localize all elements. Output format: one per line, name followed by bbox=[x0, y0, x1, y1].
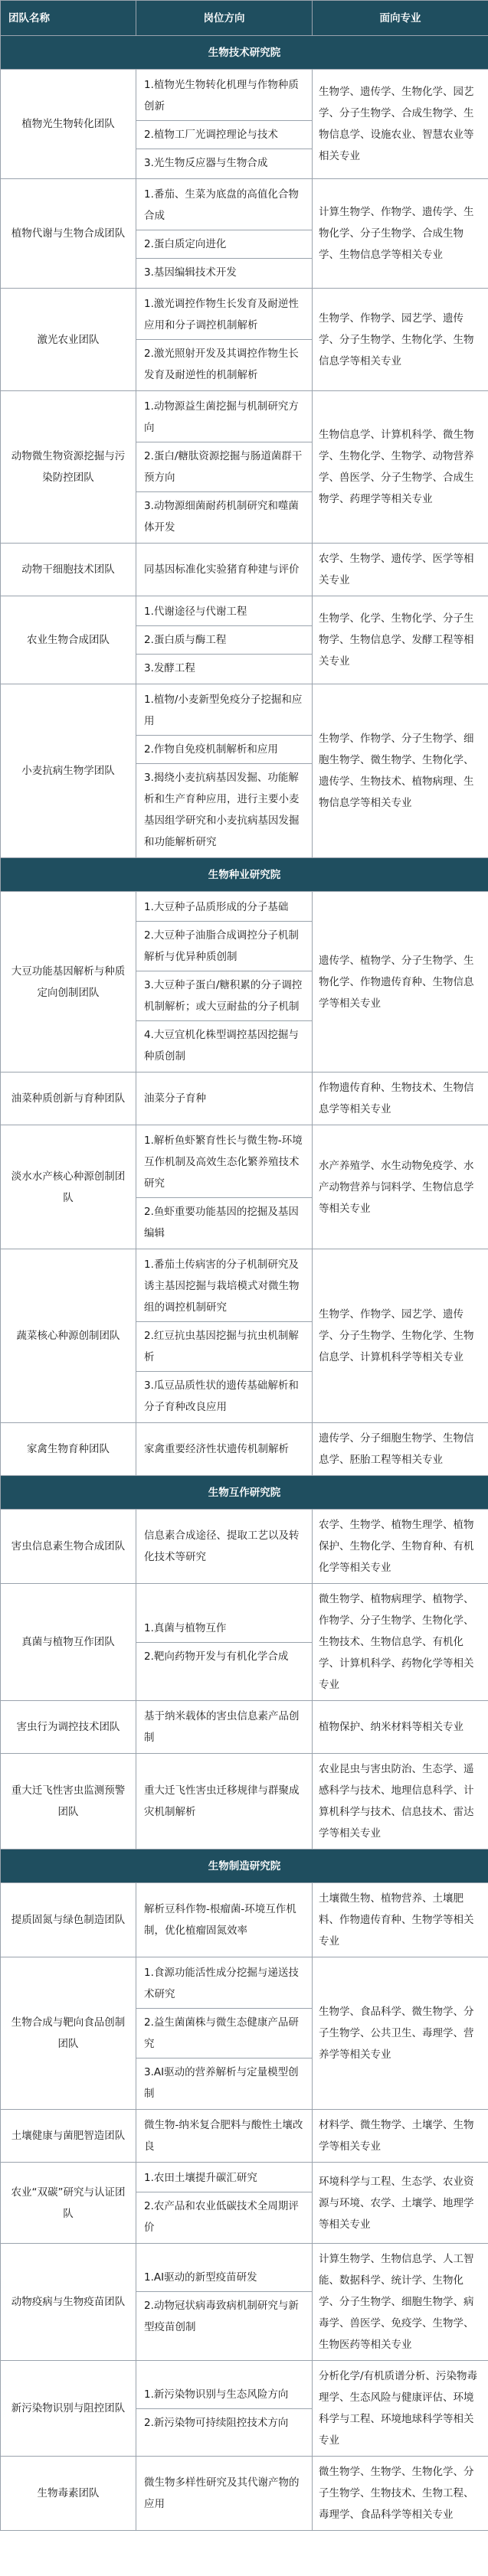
table-row bbox=[1, 2163, 488, 2244]
direction-cell bbox=[136, 1883, 313, 1957]
major-cell: 农学、生物学、植物生理学、植物保护、生物化学、生物育种、有机化学等相关专业 bbox=[313, 1510, 488, 1584]
direction-item: 2.蛋白/糖肽资源挖掘与肠道菌群干预方向 bbox=[136, 442, 312, 492]
team-name: 植物光生物转化团队 bbox=[1, 70, 136, 179]
direction-item: 重大迁飞性害虫迁移规律与群聚成灾机制解析 bbox=[144, 1784, 300, 1818]
major-cell: 农学、生物学、遗传学、医学等相关专业 bbox=[313, 544, 488, 596]
header-major: 面向专业 bbox=[313, 1, 488, 36]
table-row bbox=[1, 544, 488, 596]
direction-item: 微生物-纳米复合肥料与酸性土壤改良 bbox=[144, 2119, 303, 2153]
major-cell: 分析化学/有机质谱分析、污染物毒理学、生态风险与健康评估、环境科学与工程、环境地球科学等相关专业 bbox=[313, 2361, 488, 2457]
direction-cell bbox=[136, 391, 313, 544]
team-name: 动物干细胞技术团队 bbox=[1, 544, 136, 596]
direction-cell bbox=[136, 1249, 313, 1423]
direction-item: 3.光生物反应器与生物合成 bbox=[144, 157, 268, 169]
direction-cell bbox=[136, 1510, 313, 1584]
table-row bbox=[1, 391, 488, 544]
direction-item: 3.大豆种子蛋白/糖积累的分子调控机制解析；或大豆耐盐的分子机制 bbox=[136, 971, 312, 1021]
section-header-row bbox=[1, 1476, 488, 1510]
major-cell: 遗传学、分子细胞生物学、生物信息学、胚胎工程等相关专业 bbox=[313, 1423, 488, 1476]
header-row bbox=[1, 1, 488, 36]
table-row bbox=[1, 2457, 488, 2531]
team-name: 生物合成与靶向食品创制团队 bbox=[1, 1957, 136, 2110]
direction-cell bbox=[136, 2110, 313, 2163]
direction-item: 2.作物自免疫机制解析和应用 bbox=[136, 736, 312, 764]
major-cell: 农业昆虫与害虫防治、生态学、遥感科学与技术、地理信息科学、计算机科学与技术、信息技术、雷达学等相关专业 bbox=[313, 1754, 488, 1850]
direction-cell bbox=[136, 596, 313, 684]
direction-cell bbox=[136, 2244, 313, 2361]
major-cell: 土壤微生物、植物营养、土壤肥料、作物遗传育种、生物学等相关专业 bbox=[313, 1883, 488, 1957]
direction-item: 1.解析鱼虾繁育性长与微生物-环境互作机制及高效生态化繁养殖技术研究 bbox=[136, 1127, 312, 1198]
direction-item: 1.动物源益生菌挖掘与机制研究方向 bbox=[136, 393, 312, 442]
team-name: 真菌与植物互作团队 bbox=[1, 1584, 136, 1701]
direction-cell bbox=[136, 1701, 313, 1754]
direction-cell bbox=[136, 1423, 313, 1476]
table-body bbox=[1, 36, 488, 2531]
table-row bbox=[1, 1510, 488, 1584]
direction-item: 2.农产品和农业低碳技术全周期评价 bbox=[144, 2200, 299, 2234]
team-name: 蔬菜核心种源创制团队 bbox=[1, 1249, 136, 1423]
section-header-row bbox=[1, 1850, 488, 1883]
direction-item: 微生物多样性研究及其代谢产物的应用 bbox=[144, 2476, 300, 2510]
direction-cell bbox=[136, 1073, 313, 1125]
direction-item: 油菜分子育种 bbox=[144, 1092, 206, 1105]
table-row bbox=[1, 179, 488, 289]
direction-cell bbox=[136, 684, 313, 858]
direction-cell bbox=[136, 289, 313, 391]
major-cell: 微生物学、生物学、生物化学、分子生物学、生物技术、生物工程、毒理学、食品科学等相关专业 bbox=[313, 2457, 488, 2531]
direction-cell bbox=[136, 70, 313, 179]
section-title: 生物互作研究院 bbox=[1, 1476, 488, 1510]
table-row bbox=[1, 1754, 488, 1850]
section-header-row bbox=[1, 36, 488, 70]
major-cell: 微生物学、植物病理学、植物学、作物学、分子生物学、生物化学、生物技术、生物信息学、有机化学、计算机科学、药物化学等相关专业 bbox=[313, 1584, 488, 1701]
team-name: 害虫行为调控技术团队 bbox=[1, 1701, 136, 1754]
direction-cell bbox=[136, 2163, 313, 2244]
major-cell: 计算生物学、作物学、遗传学、生物化学、分子生物学、合成生物学、生物信息学等相关专业 bbox=[313, 179, 488, 289]
team-name: 农业“双碳”研究与认证团队 bbox=[1, 2163, 136, 2244]
direction-item: 家禽重要经济性状遗传机制解析 bbox=[144, 1443, 289, 1455]
major-cell: 环境科学与工程、生态学、农业资源与环境、农学、土壤学、地理学等相关专业 bbox=[313, 2163, 488, 2244]
major-cell: 生物信息学、计算机科学、微生物学、生物化学、生物学、动物营养学、兽医学、分子生物学、合成生物学、药理学等相关专业 bbox=[313, 391, 488, 544]
direction-cell bbox=[136, 2457, 313, 2531]
team-name: 动物微生物资源挖掘与污染防控团队 bbox=[1, 391, 136, 544]
major-cell: 遗传学、植物学、分子生物学、生物化学、作物遗传育种、生物信息学等相关专业 bbox=[313, 892, 488, 1073]
team-name: 大豆功能基因解析与种质定向创制团队 bbox=[1, 892, 136, 1073]
direction-item: 1.AI驱动的新型疫苗研发 bbox=[136, 2264, 312, 2292]
major-cell: 生物学、作物学、分子生物学、细胞生物学、微生物学、生物化学、遗传学、生物技术、植物病理、生物信息学等相关专业 bbox=[313, 684, 488, 858]
table-row bbox=[1, 684, 488, 858]
direction-item: 1.大豆种子品质形成的分子基础 bbox=[136, 893, 312, 922]
direction-item: 2.大豆种子油脂合成调控分子机制解析与优异种质创制 bbox=[136, 922, 312, 971]
direction-cell bbox=[136, 1957, 313, 2110]
section-header-row bbox=[1, 858, 488, 892]
direction-item: 1.代谢途径与代谢工程 bbox=[136, 598, 312, 626]
table-row bbox=[1, 596, 488, 684]
direction-cell bbox=[136, 1754, 313, 1850]
team-name: 生物毒素团队 bbox=[1, 2457, 136, 2531]
team-name: 农业生物合成团队 bbox=[1, 596, 136, 684]
table-row bbox=[1, 1423, 488, 1476]
direction-item: 解析豆科作物-根瘤菌-环境互作机制，优化植瘤固氮效率 bbox=[144, 1903, 296, 1937]
direction-item: 3.动物源细菌耐药机制研究和噬菌体开发 bbox=[144, 500, 299, 534]
direction-item: 1.激光调控作物生长发育及耐逆性应用和分子调控机制解析 bbox=[136, 290, 312, 340]
direction-cell bbox=[136, 2361, 313, 2457]
direction-item: 2.植物工厂光调控理论与技术 bbox=[136, 121, 312, 149]
direction-item: 1.农田土壤提升碳汇研究 bbox=[136, 2164, 312, 2192]
direction-item: 2.益生菌菌株与微生态健康产品研究 bbox=[136, 2009, 312, 2059]
major-cell: 生物学、化学、生物化学、分子生物学、生物信息学、发酵工程等相关专业 bbox=[313, 596, 488, 684]
major-cell: 材料学、微生物学、土壤学、生物学等相关专业 bbox=[313, 2110, 488, 2163]
table-row bbox=[1, 1249, 488, 1423]
direction-item: 1.食源功能活性成分挖掘与递送技术研究 bbox=[136, 1959, 312, 2009]
direction-item: 1.植物/小麦新型免疫分子挖掘和应用 bbox=[136, 686, 312, 736]
major-cell: 计算生物学、生物信息学、人工智能、数据科学、统计学、生物化学、分子生物学、细胞生物学、病毒学、兽医学、免疫学、生物学、生物医药等相关专业 bbox=[313, 2244, 488, 2361]
direction-cell bbox=[136, 179, 313, 289]
major-cell: 生物学、食品科学、微生物学、分子生物学、公共卫生、毒理学、营养学等相关专业 bbox=[313, 1957, 488, 2110]
team-name: 激光农业团队 bbox=[1, 289, 136, 391]
direction-cell bbox=[136, 544, 313, 596]
major-cell: 水产养殖学、水生动物免疫学、水产动物营养与饲料学、生物信息学等相关专业 bbox=[313, 1125, 488, 1249]
table-row bbox=[1, 1073, 488, 1125]
direction-item: 2.新污染物可持续阻控技术方向 bbox=[144, 2416, 289, 2429]
direction-item: 1.真菌与植物互作 bbox=[136, 1614, 312, 1643]
direction-item: 1.番茄土传病害的分子机制研究及诱主基因挖掘与栽培模式对微生物组的调控机制研究 bbox=[136, 1251, 312, 1322]
table-row bbox=[1, 1584, 488, 1701]
team-name: 植物代谢与生物合成团队 bbox=[1, 179, 136, 289]
table-row bbox=[1, 1957, 488, 2110]
direction-item: 信息素合成途径、提取工艺以及转化技术等研究 bbox=[144, 1530, 300, 1563]
section-title: 生物技术研究院 bbox=[1, 36, 488, 70]
major-cell: 生物学、遗传学、生物化学、园艺学、分子生物学、合成生物学、生物信息学、设施农业、智慧农业等相关专业 bbox=[313, 70, 488, 179]
team-name: 新污染物识别与阻控团队 bbox=[1, 2361, 136, 2457]
team-name: 动物疫病与生物疫苗团队 bbox=[1, 2244, 136, 2361]
table-row bbox=[1, 70, 488, 179]
team-name: 家禽生物育种团队 bbox=[1, 1423, 136, 1476]
direction-item: 1.番茄、生菜为底盘的高值化合物合成 bbox=[136, 181, 312, 230]
table-row bbox=[1, 2361, 488, 2457]
header-direction: 岗位方向 bbox=[136, 1, 313, 36]
direction-item: 3.基因编辑技术开发 bbox=[144, 266, 237, 279]
direction-item: 4.大豆宜机化株型调控基因挖掘与种质创制 bbox=[144, 1029, 299, 1063]
direction-item: 基于纳米载体的害虫信息素产品创制 bbox=[144, 1710, 300, 1744]
direction-item: 3.瓜豆品质性状的遗传基础解析和分子育种改良应用 bbox=[144, 1379, 299, 1413]
team-name: 提质固氮与绿色制造团队 bbox=[1, 1883, 136, 1957]
direction-item: 1.新污染物识别与生态风险方向 bbox=[136, 2381, 312, 2409]
direction-item: 3.发酵工程 bbox=[144, 662, 195, 674]
table-row bbox=[1, 2244, 488, 2361]
header-team: 团队名称 bbox=[1, 1, 136, 36]
major-cell: 生物学、作物学、园艺学、遗传学、分子生物学、生物化学、生物信息学等相关专业 bbox=[313, 289, 488, 391]
direction-item: 2.红豆抗虫基因挖掘与抗虫机制解析 bbox=[136, 1322, 312, 1372]
table-row bbox=[1, 1701, 488, 1754]
team-name: 重大迁飞性害虫监测预警团队 bbox=[1, 1754, 136, 1850]
table-row bbox=[1, 289, 488, 391]
team-name: 油菜种质创新与育种团队 bbox=[1, 1073, 136, 1125]
direction-cell bbox=[136, 1125, 313, 1249]
team-name: 土壤健康与菌肥智造团队 bbox=[1, 2110, 136, 2163]
direction-item: 1.植物光生物转化机理与作物种质创新 bbox=[136, 71, 312, 121]
direction-cell bbox=[136, 1584, 313, 1701]
direction-item: 2.靶向药物开发与有机化学合成 bbox=[144, 1650, 289, 1663]
direction-item: 2.激光照射开发及其调控作物生长发育及耐逆性的机制解析 bbox=[144, 348, 299, 381]
table-row bbox=[1, 892, 488, 1073]
direction-item: 3.揭绕小麦抗病基因发掘、功能解析和生产育种应用，进行主要小麦基因组学研究和小麦抗病基因发掘和功能解析研究 bbox=[144, 772, 300, 848]
table-row bbox=[1, 1883, 488, 1957]
major-cell: 生物学、作物学、园艺学、遗传学、分子生物学、生物化学、生物信息学、计算机科学等相关专业 bbox=[313, 1249, 488, 1423]
major-cell: 植物保护、纳米材料等相关专业 bbox=[313, 1701, 488, 1754]
major-cell: 作物遗传育种、生物技术、生物信息学等相关专业 bbox=[313, 1073, 488, 1125]
section-title: 生物种业研究院 bbox=[1, 858, 488, 892]
direction-item: 3.AI驱动的营养解析与定量模型创制 bbox=[144, 2066, 299, 2100]
team-name: 淡水水产核心种源创制团队 bbox=[1, 1125, 136, 1249]
team-name: 小麦抗病生物学团队 bbox=[1, 684, 136, 858]
direction-item: 2.鱼虾重要功能基因的挖掘及基因编辑 bbox=[144, 1206, 299, 1239]
direction-item: 2.动物冠状病毒致病机制研究与新型疫苗创制 bbox=[144, 2299, 299, 2333]
section-title: 生物制造研究院 bbox=[1, 1850, 488, 1883]
team-name: 害虫信息素生物合成团队 bbox=[1, 1510, 136, 1584]
direction-item: 2.蛋白质与酶工程 bbox=[136, 626, 312, 655]
direction-cell bbox=[136, 892, 313, 1073]
table-row bbox=[1, 2110, 488, 2163]
direction-item: 同基因标准化实验猪育种建与评价 bbox=[144, 563, 300, 576]
table-row bbox=[1, 1125, 488, 1249]
direction-item: 2.蛋白质定向进化 bbox=[136, 230, 312, 259]
